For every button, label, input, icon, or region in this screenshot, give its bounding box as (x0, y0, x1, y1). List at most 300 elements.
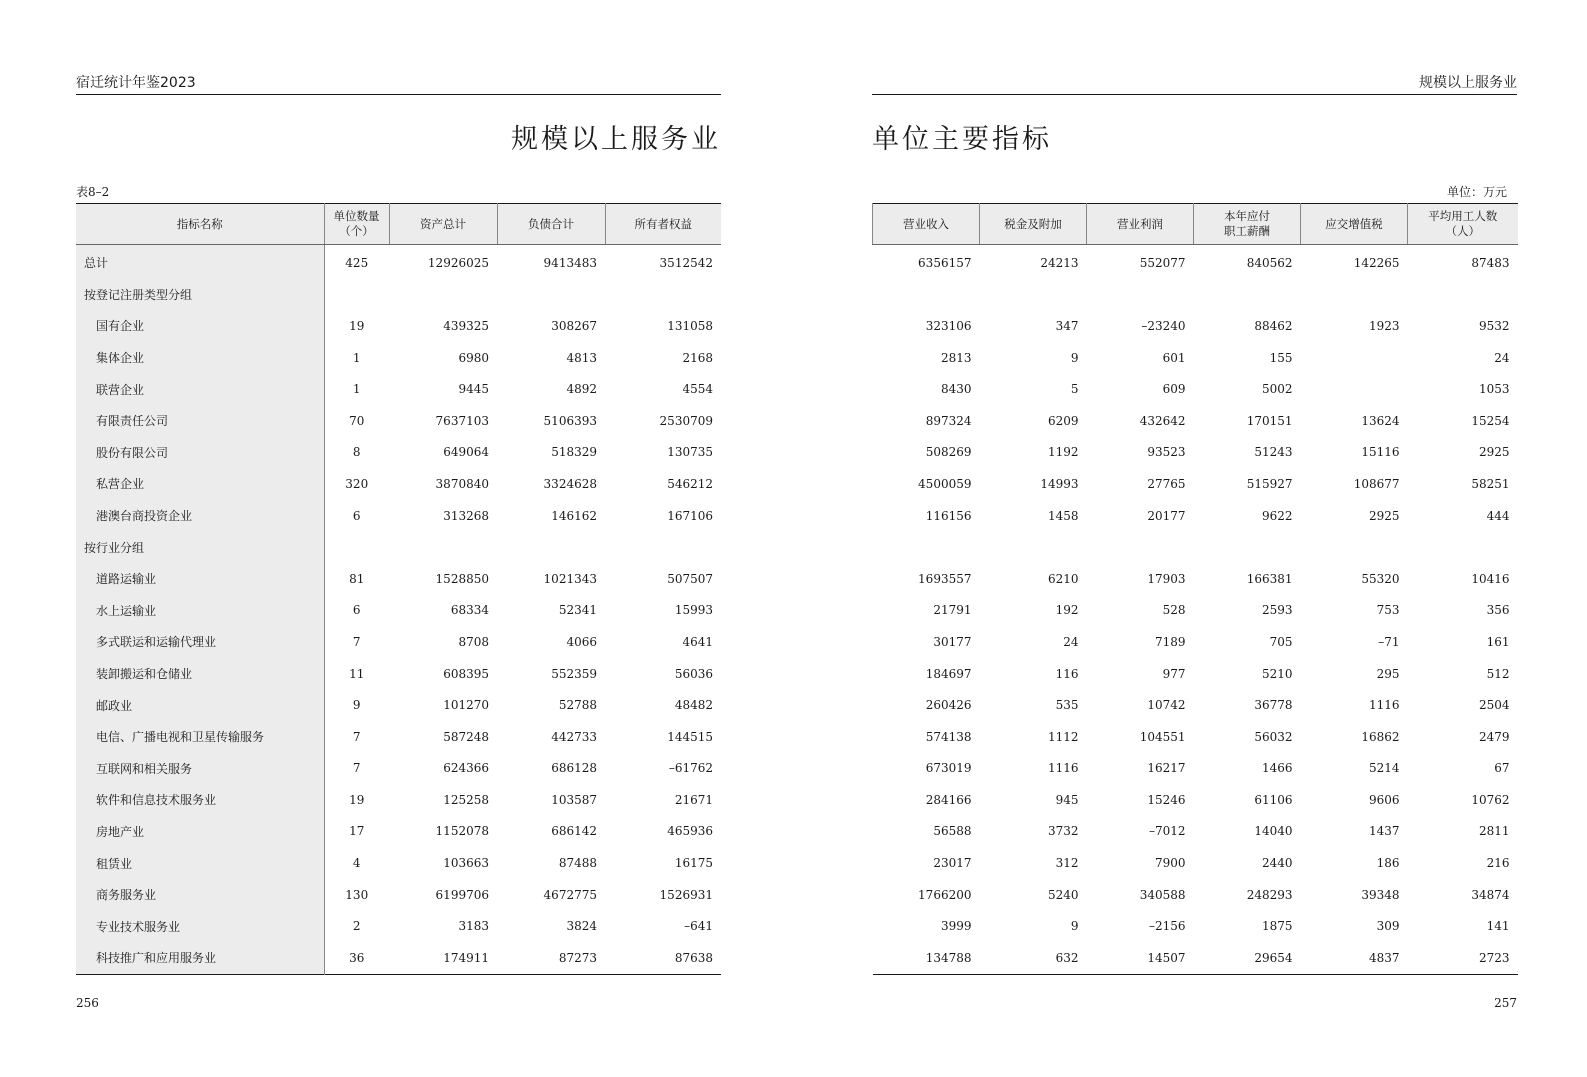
table-cell: 87483 (1471, 255, 1510, 270)
table-cell: 686142 (551, 824, 597, 839)
table-cell (605, 279, 721, 311)
table-cell: 9532 (1478, 318, 1510, 333)
table-cell: 508269 (925, 445, 972, 460)
table-cell (1301, 279, 1408, 311)
table-cell (980, 279, 1087, 311)
table-cell: 184697 (925, 666, 972, 681)
row-label: 电信、广播电视和卫星传输服务 (76, 721, 324, 753)
table-cell: 17 (349, 824, 365, 839)
table-cell: 16217 (1147, 761, 1186, 776)
table-cell: 3324628 (543, 476, 597, 491)
table-cell: 155 (1269, 350, 1293, 365)
table-cell: 2168 (682, 350, 713, 365)
table-cell: 6209 (1047, 413, 1079, 428)
table-cell: 312 (1055, 856, 1079, 871)
table-cell: 29654 (1254, 950, 1293, 965)
table-row (76, 721, 721, 753)
table-cell: 1116 (1368, 698, 1400, 713)
table-cell: 977 (1162, 666, 1186, 681)
table-cell: 5240 (1047, 887, 1079, 902)
table-cell: 9 (1070, 350, 1079, 365)
table-row (76, 563, 721, 595)
table-row (76, 847, 721, 879)
table-cell: 36778 (1254, 698, 1293, 713)
table-cell: 56036 (674, 666, 713, 681)
table-cell: –61762 (668, 761, 713, 776)
table-cell: 141 (1486, 919, 1510, 934)
table-cell: 24 (1063, 634, 1079, 649)
table-cell (1301, 342, 1408, 374)
table-cell: 93523 (1147, 445, 1186, 460)
table-cell: 15116 (1361, 445, 1400, 460)
table-cell: 130735 (667, 445, 713, 460)
table-row (76, 405, 721, 437)
table-row (873, 405, 1518, 437)
table-cell: 507507 (667, 571, 713, 586)
column-header: 本年应付 职工薪酬 (1194, 204, 1301, 245)
table-cell: 4 (352, 856, 361, 871)
table-cell: 134788 (925, 950, 972, 965)
table-cell: 142265 (1353, 255, 1400, 270)
table-cell: 1437 (1368, 824, 1400, 839)
table-cell: 103663 (443, 856, 489, 871)
table-cell: 14993 (1040, 476, 1079, 491)
table-cell: 2 (352, 919, 361, 934)
table-cell: 5 (1070, 382, 1079, 397)
table-cell: 52341 (558, 603, 597, 618)
table-cell (1194, 531, 1301, 563)
table-row (873, 910, 1518, 942)
row-label: 邮政业 (76, 689, 324, 721)
table-row (76, 310, 721, 342)
column-header: 税金及附加 (980, 204, 1087, 245)
running-head-left: 宿迁统计年鉴2023 (76, 74, 721, 95)
table-cell: 48482 (674, 698, 713, 713)
table-cell: 7189 (1154, 634, 1186, 649)
table-cell: 1526931 (659, 887, 713, 902)
table-cell: 8430 (940, 382, 972, 397)
table-cell: 6210 (1047, 571, 1079, 586)
unit-label: 单位：万元 (1446, 185, 1507, 199)
table-cell: 1875 (1261, 919, 1293, 934)
table-cell: 309 (1376, 919, 1400, 934)
table-cell: 4500059 (918, 476, 972, 491)
table-cell: 144515 (667, 729, 713, 744)
table-row (873, 784, 1518, 816)
table-cell: 7 (352, 729, 361, 744)
indicator-table-right (872, 203, 1518, 975)
column-header: 营业利润 (1087, 204, 1194, 245)
table-row (873, 879, 1518, 911)
table-cell: 295 (1376, 666, 1400, 681)
table-row (873, 563, 1518, 595)
table-row (76, 879, 721, 911)
table-cell: 116156 (925, 508, 972, 523)
table-cell (980, 531, 1087, 563)
table-cell: 2813 (940, 350, 972, 365)
table-cell: 70 (349, 413, 365, 428)
table-cell (1087, 279, 1194, 311)
table-title-left: 规模以上服务业 (511, 124, 721, 155)
table-cell: 552077 (1139, 255, 1186, 270)
table-cell: 30177 (933, 634, 972, 649)
row-label: 港澳台商投资企业 (76, 500, 324, 532)
table-cell: 17903 (1147, 571, 1186, 586)
table-cell: 945 (1055, 792, 1079, 807)
table-cell: 166381 (1246, 571, 1293, 586)
table-cell: 24213 (1040, 255, 1079, 270)
table-row (76, 342, 721, 374)
table-cell: 465936 (667, 824, 713, 839)
table-row (76, 595, 721, 627)
table-row (873, 342, 1518, 374)
column-header: 营业收入 (873, 204, 980, 245)
table-cell: –641 (684, 919, 713, 934)
table-cell: –71 (1378, 634, 1400, 649)
table-cell: 313268 (443, 508, 489, 523)
table-cell: 1053 (1478, 382, 1510, 397)
table-cell: 19 (349, 318, 365, 333)
table-cell: 9413483 (543, 255, 597, 270)
table-cell: 87638 (674, 950, 713, 965)
column-header: 所有者权益 (605, 204, 721, 245)
table-cell: 88462 (1254, 318, 1293, 333)
table-row (873, 847, 1518, 879)
table-row (76, 689, 721, 721)
table-cell: 1112 (1047, 729, 1079, 744)
table-cell: 108677 (1353, 476, 1400, 491)
table-cell: 34874 (1471, 887, 1510, 902)
table-cell (1408, 531, 1518, 563)
page-number-left: 256 (76, 996, 99, 1010)
column-header: 指标名称 (76, 204, 324, 245)
table-cell: 546212 (667, 476, 713, 491)
table-cell: 3183 (458, 919, 489, 934)
table-cell: 10742 (1147, 698, 1186, 713)
indicator-table-left (76, 203, 721, 975)
table-cell: 192 (1055, 603, 1079, 618)
table-cell: 1466 (1261, 761, 1293, 776)
table-cell: 3824 (566, 919, 597, 934)
table-cell: 125258 (443, 792, 489, 807)
table-row (873, 468, 1518, 500)
table-cell: 2530709 (659, 413, 713, 428)
table-cell: 6 (352, 603, 361, 618)
column-header: 负债合计 (497, 204, 605, 245)
row-label: 股份有限公司 (76, 437, 324, 469)
table-cell: 11 (349, 666, 365, 681)
table-title-right: 单位主要指标 (872, 124, 1052, 155)
table-header-row (76, 204, 721, 245)
table-cell: 686128 (551, 761, 597, 776)
table-cell: 574138 (925, 729, 972, 744)
table-row (76, 373, 721, 405)
table-number: 表8–2 (76, 185, 110, 199)
table-cell (605, 531, 721, 563)
table-cell: 1192 (1047, 445, 1079, 460)
table-cell: 444 (1486, 508, 1510, 523)
table-cell: 55320 (1361, 571, 1400, 586)
table-cell: 552359 (551, 666, 597, 681)
table-header-row (873, 204, 1518, 245)
table-cell: 9 (1070, 919, 1079, 934)
table-cell: 13624 (1361, 413, 1400, 428)
table-cell: 24 (1494, 350, 1510, 365)
row-label: 国有企业 (76, 310, 324, 342)
table-cell: 432642 (1139, 413, 1186, 428)
table-cell: 1923 (1368, 318, 1400, 333)
table-row (76, 626, 721, 658)
table-cell: 174911 (443, 950, 489, 965)
table-cell: 146162 (551, 508, 597, 523)
table-cell: 51243 (1254, 445, 1293, 460)
right-page (872, 0, 1517, 1077)
table-cell: 1458 (1047, 508, 1079, 523)
table-cell: 5214 (1368, 761, 1400, 776)
table-cell (497, 279, 605, 311)
table-cell: 1528850 (435, 571, 489, 586)
table-cell (1087, 531, 1194, 563)
table-cell: 1 (352, 382, 361, 397)
table-cell (1408, 279, 1518, 311)
row-label: 有限责任公司 (76, 405, 324, 437)
table-cell: 2479 (1478, 729, 1510, 744)
column-header: 资产总计 (389, 204, 497, 245)
table-row (873, 245, 1518, 279)
table-cell: 5106393 (543, 413, 597, 428)
table-cell: 442733 (551, 729, 597, 744)
table-cell: 16175 (674, 856, 713, 871)
table-row (76, 279, 721, 311)
running-head-right: 规模以上服务业 (872, 74, 1517, 95)
row-label: 房地产业 (76, 816, 324, 848)
table-cell: 705 (1269, 634, 1293, 649)
table-cell: 56588 (933, 824, 972, 839)
table-cell: 320 (345, 476, 369, 491)
table-cell: 170151 (1246, 413, 1293, 428)
table-cell: 3999 (940, 919, 972, 934)
column-header: 应交增值税 (1301, 204, 1408, 245)
table-cell: 10416 (1471, 571, 1510, 586)
table-cell: 2925 (1368, 508, 1400, 523)
table-cell: 6980 (458, 350, 489, 365)
table-cell: 87488 (558, 856, 597, 871)
table-cell: 512 (1486, 666, 1510, 681)
row-label: 科技推广和应用服务业 (76, 942, 324, 974)
table-cell: 9606 (1368, 792, 1400, 807)
table-cell: 15993 (674, 603, 713, 618)
table-row (76, 245, 721, 279)
row-label: 按登记注册类型分组 (76, 279, 324, 311)
table-cell: 130 (345, 887, 369, 902)
table-row (873, 942, 1518, 974)
table-cell: 52788 (558, 698, 597, 713)
table-row (76, 437, 721, 469)
table-cell: 609 (1162, 382, 1186, 397)
table-cell (873, 279, 980, 311)
table-cell: 2811 (1478, 824, 1510, 839)
table-cell: 101270 (443, 698, 489, 713)
table-cell: 167106 (667, 508, 713, 523)
table-cell: 39348 (1361, 887, 1400, 902)
table-cell: 12926025 (427, 255, 489, 270)
table-cell: 15254 (1471, 413, 1510, 428)
table-cell (389, 531, 497, 563)
table-cell: 840562 (1246, 255, 1293, 270)
table-cell: 649064 (443, 445, 489, 460)
table-cell: 81 (349, 571, 365, 586)
table-cell: 2504 (1478, 698, 1510, 713)
table-cell: 518329 (551, 445, 597, 460)
table-cell: 10762 (1471, 792, 1510, 807)
table-cell: 1693557 (918, 571, 972, 586)
table-cell: 67 (1494, 761, 1510, 776)
table-row (76, 753, 721, 785)
table-cell: 340588 (1139, 887, 1186, 902)
table-cell: 21791 (933, 603, 972, 618)
table-row (76, 531, 721, 563)
table-cell: 4672775 (543, 887, 597, 902)
table-cell: 103587 (551, 792, 597, 807)
table-cell: 58251 (1471, 476, 1510, 491)
table-row (873, 373, 1518, 405)
table-cell: 308267 (551, 318, 597, 333)
table-cell: 5210 (1261, 666, 1293, 681)
table-cell: 528 (1162, 603, 1186, 618)
table-cell: 21671 (674, 792, 713, 807)
row-label: 水上运输业 (76, 595, 324, 627)
table-cell: 439325 (443, 318, 489, 333)
table-cell: 587248 (443, 729, 489, 744)
table-cell: 5002 (1261, 382, 1293, 397)
table-cell (497, 531, 605, 563)
table-cell (873, 531, 980, 563)
table-row (76, 910, 721, 942)
table-cell: 14040 (1254, 824, 1293, 839)
column-header: 单位数量 （个） (324, 204, 389, 245)
table-cell: –7012 (1148, 824, 1186, 839)
table-cell: 1152078 (435, 824, 489, 839)
row-label: 软件和信息技术服务业 (76, 784, 324, 816)
table-cell: 19 (349, 792, 365, 807)
table-cell: 9445 (458, 382, 489, 397)
table-row (873, 626, 1518, 658)
table-cell: 186 (1376, 856, 1400, 871)
table-cell: 16862 (1361, 729, 1400, 744)
table-cell: 515927 (1246, 476, 1293, 491)
table-cell: 61106 (1254, 792, 1293, 807)
table-cell: 6 (352, 508, 361, 523)
table-cell: 56032 (1254, 729, 1293, 744)
row-label: 装卸搬运和仓储业 (76, 658, 324, 690)
table-cell: 323106 (925, 318, 972, 333)
table-cell: 9 (352, 698, 361, 713)
table-cell: 248293 (1246, 887, 1293, 902)
table-cell: 2723 (1478, 950, 1510, 965)
table-row (873, 595, 1518, 627)
table-cell (1301, 373, 1408, 405)
table-cell: 1766200 (918, 887, 972, 902)
table-cell: 1 (352, 350, 361, 365)
table-cell: 68334 (450, 603, 489, 618)
table-cell: –2156 (1148, 919, 1186, 934)
table-cell: 347 (1055, 318, 1079, 333)
column-header: 平均用工人数 （人） (1408, 204, 1518, 245)
row-label: 总计 (76, 245, 324, 279)
table-cell (1301, 531, 1408, 563)
table-cell: 356 (1486, 603, 1510, 618)
row-label: 互联网和相关服务 (76, 753, 324, 785)
table-row (873, 310, 1518, 342)
table-cell: 161 (1486, 634, 1510, 649)
table-cell (389, 279, 497, 311)
table-cell: 601 (1162, 350, 1186, 365)
row-label: 租赁业 (76, 847, 324, 879)
table-cell: 36 (349, 950, 365, 965)
table-cell (1194, 279, 1301, 311)
table-cell: 131058 (667, 318, 713, 333)
table-cell: 2925 (1478, 445, 1510, 460)
row-label: 多式联运和运输代理业 (76, 626, 324, 658)
table-cell: 14507 (1147, 950, 1186, 965)
table-cell: 284166 (925, 792, 972, 807)
table-cell: 1021343 (543, 571, 597, 586)
table-row (873, 500, 1518, 532)
table-row (873, 279, 1518, 311)
row-label: 私营企业 (76, 468, 324, 500)
table-cell: 15246 (1147, 792, 1186, 807)
table-row (76, 468, 721, 500)
table-cell: 608395 (443, 666, 489, 681)
table-cell: 9622 (1261, 508, 1293, 523)
left-page (76, 0, 721, 1077)
table-cell: 27765 (1147, 476, 1186, 491)
row-label: 专业技术服务业 (76, 910, 324, 942)
table-cell: 7637103 (435, 413, 489, 428)
row-label: 道路运输业 (76, 563, 324, 595)
row-label: 集体企业 (76, 342, 324, 374)
table-cell: 3870840 (435, 476, 489, 491)
table-row (873, 658, 1518, 690)
table-row (76, 816, 721, 848)
row-label: 商务服务业 (76, 879, 324, 911)
table-cell: 673019 (925, 761, 972, 776)
table-cell: 104551 (1139, 729, 1186, 744)
table-row (873, 437, 1518, 469)
table-cell: 7 (352, 634, 361, 649)
table-row (873, 753, 1518, 785)
table-row (873, 816, 1518, 848)
table-cell: 753 (1376, 603, 1400, 618)
table-cell: 897324 (925, 413, 972, 428)
table-cell: 20177 (1147, 508, 1186, 523)
table-cell (324, 279, 389, 311)
table-cell: 87273 (558, 950, 597, 965)
table-cell: 4892 (566, 382, 597, 397)
table-cell (324, 531, 389, 563)
table-cell: 632 (1055, 950, 1079, 965)
table-cell: –23240 (1141, 318, 1186, 333)
table-cell: 624366 (443, 761, 489, 776)
table-row (76, 658, 721, 690)
table-cell: 6199706 (435, 887, 489, 902)
table-cell: 1116 (1047, 761, 1079, 776)
table-cell: 4641 (682, 634, 713, 649)
table-cell: 7 (352, 761, 361, 776)
table-cell: 216 (1486, 856, 1510, 871)
table-row (873, 721, 1518, 753)
table-cell: 425 (345, 255, 369, 270)
